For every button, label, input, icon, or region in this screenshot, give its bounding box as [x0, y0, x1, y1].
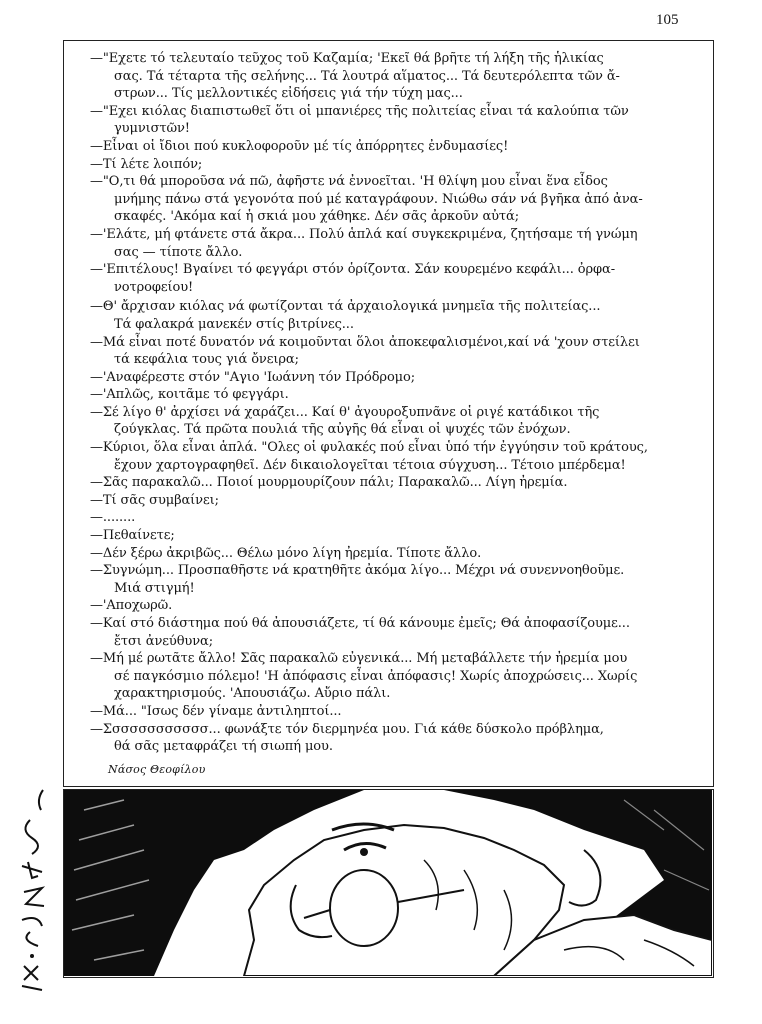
- article-line: —Σέ λίγο θ' ἀρχίσει νά χαράζει... Καί θ' ἀγουροξυπνᾶνε οἱ ριγέ κατάδικοι τῆς: [90, 404, 600, 420]
- article-line: —Μά... "Ισως δέν γίναμε ἀντιληπτοί...: [90, 703, 342, 719]
- article-line: —'Ελάτε, μή φτάνετε στά ἄκρα... Πολύ ἁπλά καί συγκεκριμένα, ζητήσαμε τή γνώμη: [90, 226, 638, 242]
- article-line: —Συγνώμη... Προσπαθῆστε νά κρατηθῆτε ἀκόμα λίγο... Μέχρι νά συνεννοηθοῦμε.: [90, 563, 625, 579]
- article-line: Τά φαλακρά μανεκέν στίς βιτρίνες...: [114, 316, 354, 332]
- article-line: —"Εχετε τό τελευταίο τεῦχος τοῦ Καζαμία; 'Εκεῖ θά βρῆτε τή λήξη τῆς ἡλικίας: [90, 51, 604, 66]
- article-line: ἔχουν χαρτογραφηθεῖ. Δέν δικαιολογεῖται τέτοια σύγχυση... Τέτοιο μπέρδεμα!: [114, 457, 626, 473]
- article-line: στρων... Τίς μελλοντικές εἰδήσεις γιά τήν τύχη μας...: [114, 86, 463, 102]
- page-number: 105: [656, 12, 679, 28]
- article-line: σκαφές. 'Ακόμα καί ἡ σκιά μου χάθηκε. Δέν σᾶς ἀρκοῦν αὐτά;: [114, 209, 519, 225]
- article-line: —Σσσσσσσσσσσσ... φωνάξτε τόν διερμηνέα μου. Γιά κάθε δύσκολο πρόβλημα,: [90, 721, 604, 737]
- face-illustration: [64, 790, 712, 976]
- article-line: —'Αναφέρεστε στόν "Αγιο 'Ιωάννη τόν Πρόδρομο;: [90, 369, 416, 385]
- article-line: μνήμης πάνω στά γεγονότα πού μέ καταγράφουν. Νιώθω σάν νά βγῆκα ἀπό ἀνα-: [114, 191, 643, 207]
- article-line: —"Ο,τι θά μποροῦσα νά πῶ, ἀφῆστε νά ἐννοεῖται. 'Η θλίψη μου εἶναι ἕνα εἶδος: [90, 174, 608, 190]
- signature-drawing: [8, 780, 58, 1000]
- article-frame: [63, 40, 714, 787]
- article-line: —'Επιτέλους! Βγαίνει τό φεγγάρι στόν ὁρίζοντα. Σάν κουρεμένο κεφάλι... ὀρφα-: [90, 262, 616, 278]
- article-line: —Θ' ἄρχισαν κιόλας νά φωτίζονται τά ἀρχαιολογικά μνημεῖα τῆς πολιτείας...: [90, 299, 601, 315]
- signature: [8, 780, 58, 1000]
- article-line: —Εἶναι οἱ ἴδιοι πού κυκλοφοροῦν μέ τίς ἀπόρρητες ἐνδυμασίες!: [90, 138, 509, 154]
- article-line: —Σᾶς παρακαλῶ... Ποιοί μουρμουρίζουν πάλι; Παρακαλῶ... Λίγη ἠρεμία.: [90, 475, 568, 491]
- article-line: ἔτσι ἀνεύθυνα;: [114, 633, 213, 649]
- ear: [569, 850, 600, 906]
- article-line: —Μή μέ ρωτᾶτε ἄλλο! Σᾶς παρακαλῶ εὐγενικά... Μή μεταβάλλετε τήν ἠρεμία μου: [90, 651, 628, 667]
- article-line: —Πεθαίνετε;: [90, 528, 175, 544]
- article-line: —Τί λέτε λοιπόν;: [90, 156, 203, 172]
- article-line: νοτροφείου!: [114, 279, 194, 295]
- article-line: —Μά εἶναι ποτέ δυνατόν νά κοιμοῦνται ὅλοι ἀποκεφαλισμένοι,καί νά 'χουν στείλει: [90, 334, 640, 350]
- illustration-frame: [63, 789, 714, 978]
- article-line: ζούγκλας. Τά πρῶτα πουλιά τῆς αὐγῆς θά εἶναι οἱ ψυχές τῶν ἐνόχων.: [114, 422, 571, 438]
- article-line: χαρακτηρισμούς. 'Απουσιάζω. Αὔριο πάλι.: [114, 686, 391, 702]
- article-line: σέ παγκόσμιο πόλεμο! 'Η ἀπόφασις εἶναι ἀπόφασις! Χωρίς ἀποχρώσεις... Χωρίς: [114, 668, 638, 684]
- article-line: —Δέν ξέρω ἀκριβῶς... Θέλω μόνο λίγη ἠρεμία. Τίποτε ἄλλο.: [90, 545, 482, 561]
- article-line: σας. Τά τέταρτα τῆς σελήνης... Τά λουτρά αἵματος... Τά δευτερόλεπτα τῶν ἄ-: [114, 68, 620, 84]
- article-line: —Κύριοι, ὅλα εἶναι ἁπλά. "Ολες οἱ φυλακές πού εἶναι ὑπό τήν ἐγγύησιν τοῦ κράτους,: [90, 440, 648, 456]
- article-line: —........: [90, 510, 136, 526]
- article-body: [90, 50, 710, 756]
- pupil: [360, 848, 368, 856]
- article-line: —"Εχει κιόλας διαπιστωθεῖ ὅτι οἱ μπανιέρες τῆς πολιτείας εἶναι τά καλούπια τῶν: [90, 103, 629, 119]
- article-line: —'Απλῶς, κοιτᾶμε τό φεγγάρι.: [90, 387, 289, 403]
- article-line: θά σᾶς μεταφράζει τή σιωπή μου.: [114, 739, 333, 755]
- article-line: γυμνιστῶν!: [114, 121, 190, 137]
- article-line: —Τί σᾶς συμβαίνει;: [90, 492, 219, 508]
- article-line: —'Αποχωρῶ.: [90, 598, 173, 614]
- article-line: σας — τίποτε ἄλλο.: [114, 244, 243, 260]
- article-line: Μιά στιγμή!: [114, 580, 195, 596]
- article-line: τά κεφάλια τους γιά ὄνειρα;: [114, 352, 299, 368]
- author-name: Νάσος Θεοφίλου: [108, 763, 206, 776]
- article-line: —Καί στό διάστημα πού θά ἀπουσιάζετε, τί θά κάνουμε ἐμεῖς; Θά ἀποφασίζουμε...: [90, 616, 630, 631]
